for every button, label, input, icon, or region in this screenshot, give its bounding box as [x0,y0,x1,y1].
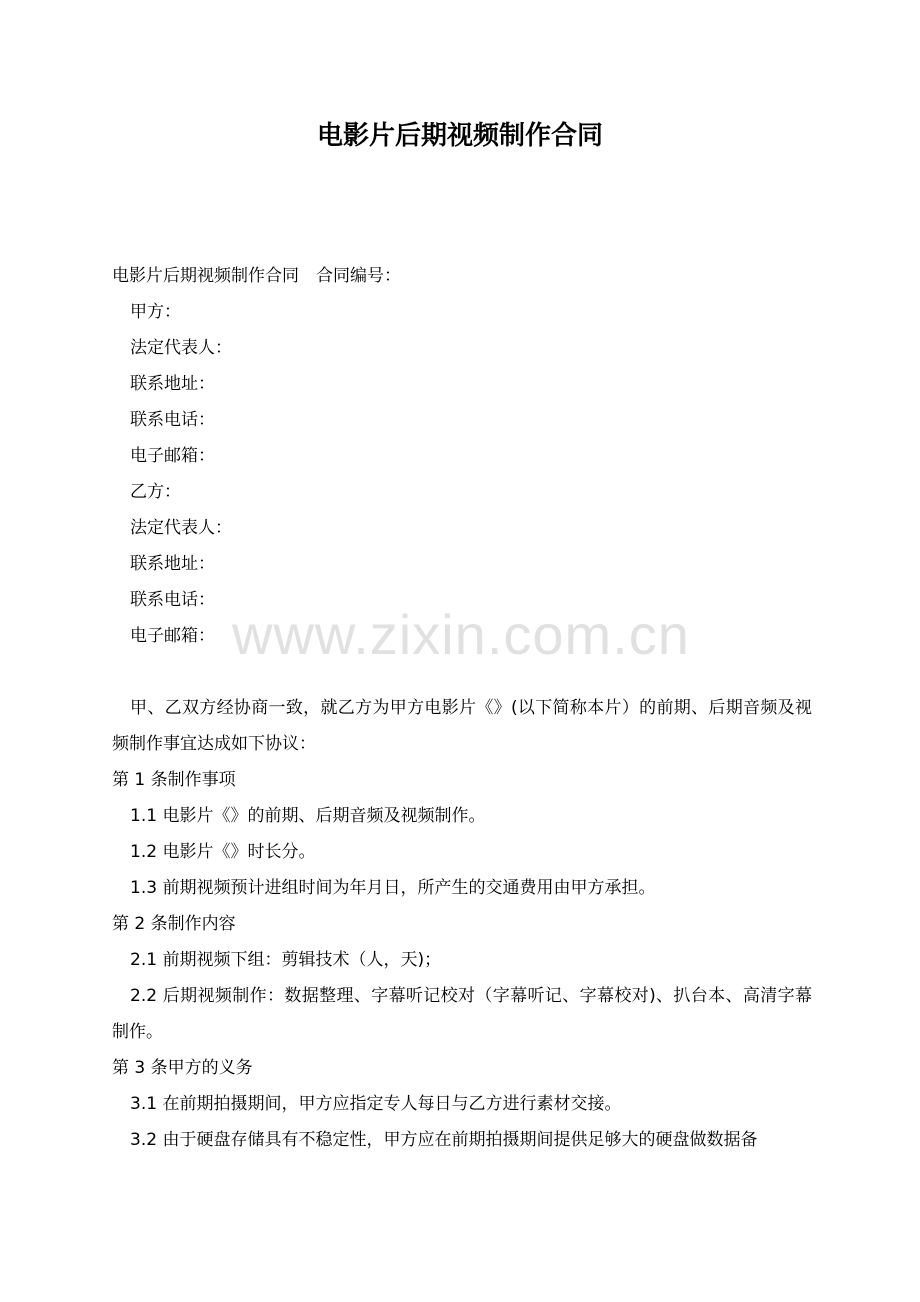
party-a-legal-rep: 法定代表人： [130,338,232,358]
clause: 3.1 在前期拍摄期间，甲方应指定专人每日与乙方进行素材交接。 [130,1094,622,1114]
clause: 2.2 后期视频制作：数据整理、字幕听记校对（字幕听记、字幕校对)、扒台本、高清字幕制作。 [112,986,812,1042]
clause: 3.2 由于硬盘存储具有不稳定性，甲方应在前期拍摄期间提供足够大的硬盘做数据备 [130,1130,758,1150]
clause: 1.3 前期视频预计进组时间为年月日，所产生的交通费用由甲方承担。 [130,878,656,898]
watermark: www.zixin.com.cn [232,603,690,666]
clause: 1.2 电影片《》时长分。 [130,842,316,862]
article-heading: 第 1 条制作事项 [112,770,236,790]
party-b-label: 乙方： [130,482,181,502]
party-a-address: 联系地址： [130,374,215,394]
document-body [112,258,812,1158]
clause: 1.1 电影片《》的前期、后期音频及视频制作。 [130,806,486,826]
article-heading: 第 3 条甲方的义务 [112,1058,253,1078]
clause: 2.1 前期视频下组：剪辑技术（人，天)； [130,950,442,970]
party-b-email: 电子邮箱： [130,626,215,646]
article-heading: 第 2 条制作内容 [112,914,236,934]
party-b-address: 联系地址： [130,554,215,574]
party-a-email: 电子邮箱： [130,446,215,466]
header-line: 电影片后期视频制作合同 合同编号： [112,266,401,286]
party-b-legal-rep: 法定代表人： [130,518,232,538]
party-a-label: 甲方： [130,302,181,322]
document-title: 电影片后期视频制作合同 [316,121,603,151]
party-a-phone: 联系电话： [130,410,215,430]
intro-paragraph: 甲、乙双方经协商一致，就乙方为甲方电影片《》(以下简称本片）的前期、后期音频及视频制作事宜达成如下协议： [112,698,812,754]
party-b-phone: 联系电话： [130,590,215,610]
spacer [112,654,812,690]
